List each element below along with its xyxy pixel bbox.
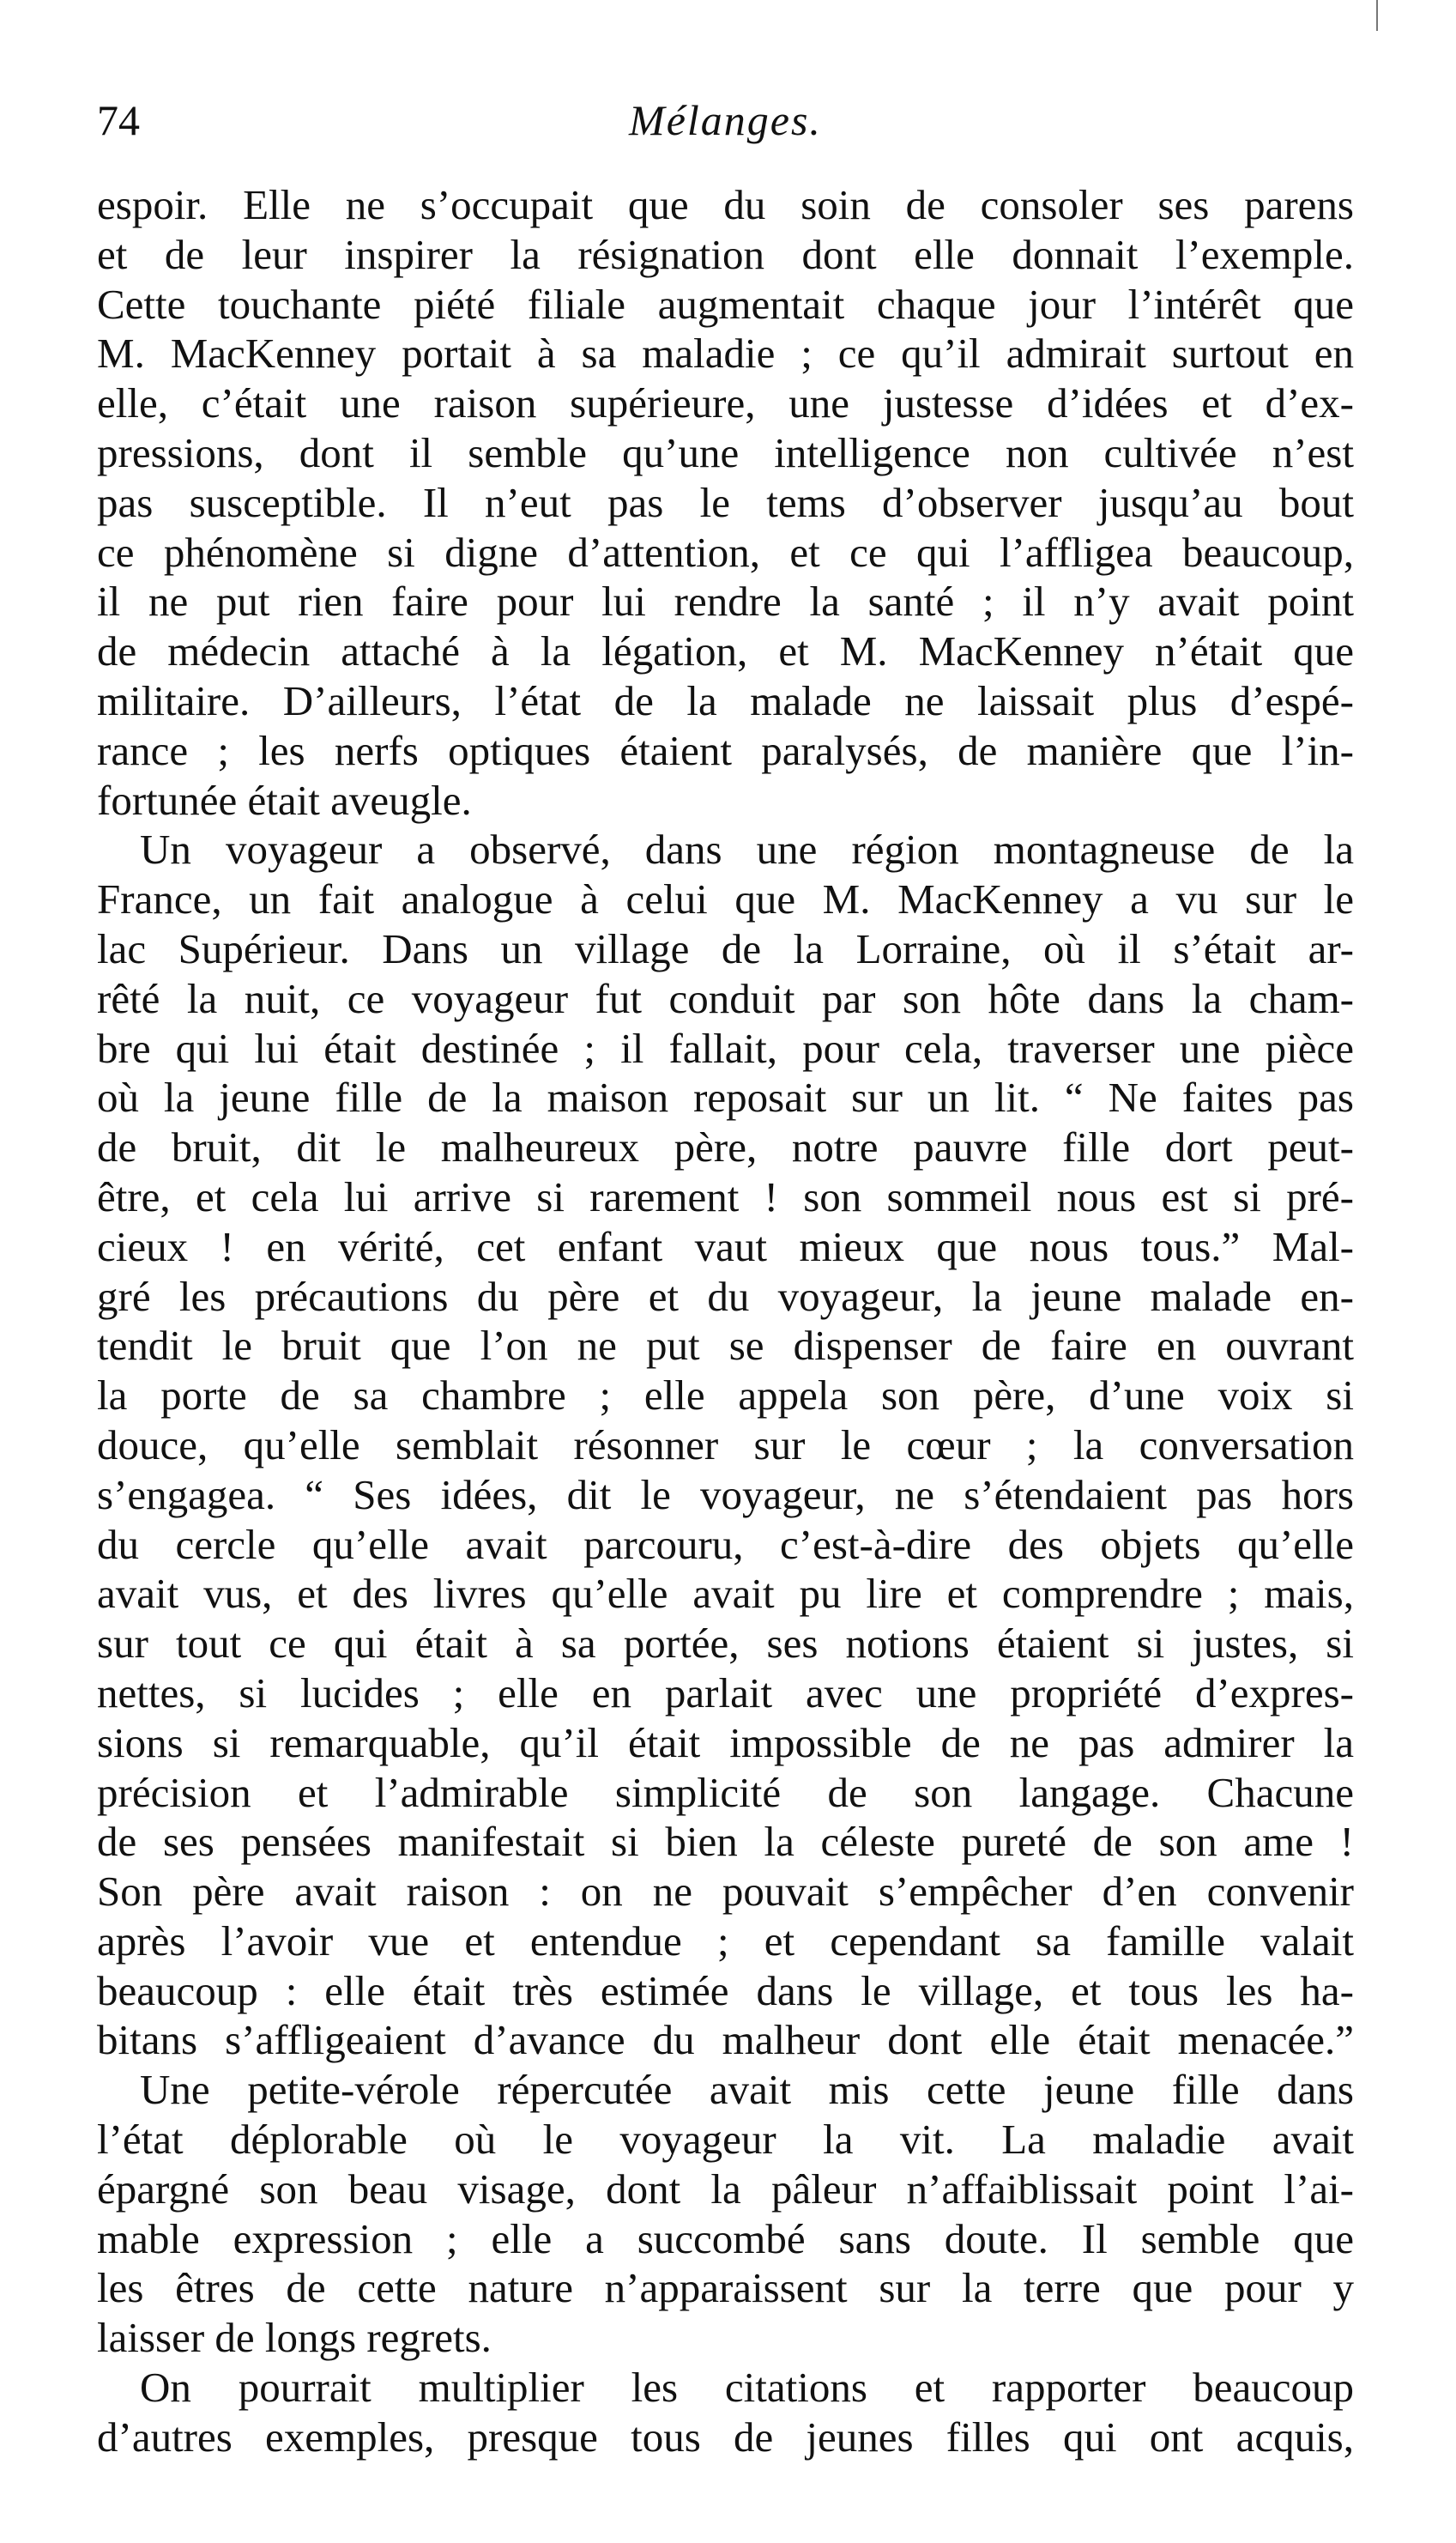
text-line: beaucoup : elle était très estimée dans le village, et tous les ha- — [97, 1966, 1354, 2014]
text-line: sions si remarquable, qu’il était impossible de ne pas admirer la — [97, 1718, 1354, 1766]
text-line: mable expression ; elle a succombé sans doute. Il semble que — [97, 2214, 1354, 2262]
text-line: M. MacKenney portait à sa maladie ; ce qu’il admirait surtout en — [97, 330, 1354, 378]
text-line: après l’avoir vue et entendue ; et cependant sa famille valait — [97, 1916, 1354, 1965]
text-line: avait vus, et des livres qu’elle avait pu lire et comprendre ; mais, — [97, 1570, 1354, 1618]
text-line: tendit le bruit que l’on ne put se dispenser de faire en ouvrant — [97, 1322, 1354, 1370]
text-line: bre qui lui était destinée ; il fallait, pour cela, traverser une pièce — [97, 1024, 1354, 1072]
text-line: l’état déplorable où le voyageur la vit. La maladie avait — [97, 2116, 1354, 2164]
text-line: douce, qu’elle semblait résonner sur le cœur ; la conversation — [97, 1420, 1354, 1468]
text-line: France, un fait analogue à celui que M. MacKenney a vu sur le — [97, 875, 1354, 923]
page-number: 74 — [97, 96, 140, 144]
page-header — [97, 86, 1354, 154]
body-text — [97, 180, 1354, 2462]
text-line: espoir. Elle ne s’occupait que du soin de consoler ses parens — [97, 181, 1354, 228]
text-line: bitans s’affligeaient d’avance du malheur dont elle était menacée.” — [97, 2016, 1354, 2064]
text-line: pressions, dont il semble qu’une intelligence non cultivée n’est — [97, 428, 1354, 476]
text-line: les êtres de cette nature n’apparaissent sur la terre que pour y — [97, 2264, 1354, 2312]
text-line: cieux ! en vérité, cet enfant vaut mieux que nous tous.” Mal- — [97, 1222, 1354, 1270]
text-line: Son père avait raison : on ne pouvait s’empêcher d’en convenir — [97, 1868, 1354, 1916]
running-head: Mélanges. — [629, 96, 822, 144]
text-line: elle, c’était une raison supérieure, une justesse d’idées et d’ex- — [97, 379, 1354, 427]
text-line: de ses pensées manifestait si bien la céleste pureté de son ame ! — [97, 1818, 1354, 1866]
text-line: rêté la nuit, ce voyageur fut conduit par son hôte dans la cham- — [97, 974, 1354, 1022]
page-edge-mark — [1376, 0, 1378, 31]
text-line: de médecin attaché à la légation, et M. MacKenney n’était que — [97, 627, 1354, 675]
text-line: fortunée était aveugle. — [97, 776, 472, 824]
text-line: il ne put rien faire pour lui rendre la santé ; il n’y avait point — [97, 578, 1354, 626]
text-line: être, et cela lui arrive si rarement ! son sommeil nous est si pré- — [97, 1172, 1354, 1220]
text-line: la porte de sa chambre ; elle appela son père, d’une voix si — [97, 1371, 1354, 1420]
text-line: rance ; les nerfs optiques étaient paralysés, de manière que l’in- — [97, 726, 1354, 774]
text-line: précision et l’admirable simplicité de son langage. Chacune — [97, 1768, 1354, 1816]
text-line: épargné son beau visage, dont la pâleur n’affaiblissait point l’ai- — [97, 2165, 1354, 2213]
text-line: sur tout ce qui était à sa portée, ses notions étaient si justes, si — [97, 1620, 1354, 1668]
text-line: s’engagea. “ Ses idées, dit le voyageur, ne s’étendaient pas hors — [97, 1470, 1354, 1518]
text-line: nettes, si lucides ; elle en parlait avec une propriété d’expres- — [97, 1668, 1354, 1717]
paragraph-start-line: Un voyageur a observé, dans une région montagneuse de la — [140, 826, 1354, 874]
text-line: militaire. D’ailleurs, l’état de la malade ne laissait plus d’espé- — [97, 676, 1354, 724]
text-line: lac Supérieur. Dans un village de la Lorraine, où il s’était ar- — [97, 924, 1354, 972]
paragraph-start-line: Une petite-vérole répercutée avait mis cette jeune fille dans — [140, 2066, 1354, 2114]
text-line: pas susceptible. Il n’eut pas le tems d’observer jusqu’au bout — [97, 478, 1354, 526]
text-line: de bruit, dit le malheureux père, notre pauvre fille dort peut- — [97, 1123, 1354, 1172]
text-line: et de leur inspirer la résignation dont elle donnait l’exemple. — [97, 230, 1354, 278]
text-line: Cette touchante piété filiale augmentait chaque jour l’intérêt que — [97, 280, 1354, 328]
text-line: laisser de longs regrets. — [97, 2314, 492, 2362]
text-line: du cercle qu’elle avait parcouru, c’est-à-dire des objets qu’elle — [97, 1520, 1354, 1568]
text-line: où la jeune fille de la maison reposait sur un lit. “ Ne faites pas — [97, 1074, 1354, 1122]
text-line: ce phénomène si digne d’attention, et ce qui l’affligea beaucoup, — [97, 528, 1354, 576]
text-line: d’autres exemples, presque tous de jeunes filles qui ont acquis, — [97, 2413, 1354, 2461]
paragraph-start-line: On pourrait multiplier les citations et rapporter beaucoup — [140, 2364, 1354, 2412]
text-line: gré les précautions du père et du voyageur, la jeune malade en- — [97, 1272, 1354, 1320]
